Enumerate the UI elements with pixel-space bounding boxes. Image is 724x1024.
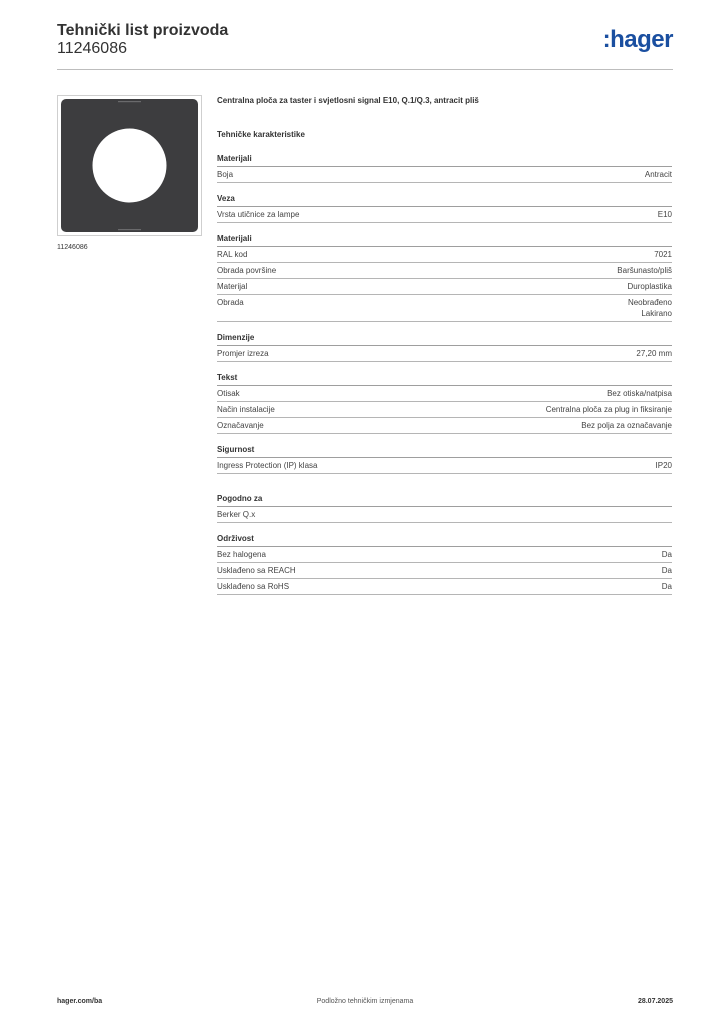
spec-value-line: Duroplastika: [627, 282, 672, 291]
spec-row: [217, 263, 672, 279]
spec-value-line: E10: [657, 210, 672, 219]
spec-label: Vrsta utičnice za lampe: [217, 210, 300, 219]
spec-label: Ingress Protection (IP) klasa: [217, 461, 318, 470]
spec-label: Bez halogena: [217, 550, 266, 559]
spec-group-title: Materijali: [217, 233, 672, 247]
spec-label: Usklađeno sa REACH: [217, 566, 296, 575]
product-image: [57, 95, 202, 236]
footer-notice: Podložno tehničkim izmjenama: [316, 998, 414, 1005]
spec-row: [217, 458, 672, 474]
spec-label: Promjer izreza: [217, 349, 269, 358]
spec-value: [662, 565, 672, 576]
product-number: 11246086: [57, 40, 127, 57]
spec-value-line: Antracit: [644, 170, 672, 179]
spec-row: [217, 418, 672, 434]
spec-value: [636, 348, 672, 359]
spec-group: [217, 153, 672, 183]
spec-value: [581, 420, 672, 431]
spec-row: [217, 507, 672, 523]
spec-value: [607, 388, 672, 399]
spec-label: Berker Q.x: [217, 510, 256, 519]
footer-website: hager.com/ba: [57, 998, 103, 1005]
spec-row: [217, 386, 672, 402]
document-title: Tehnički list proizvoda: [57, 22, 229, 39]
technical-characteristics-heading: Tehničke karakteristike: [217, 130, 305, 139]
spec-group-title: Sigurnost: [217, 444, 672, 458]
spec-value: [654, 249, 672, 260]
spec-value: [645, 169, 672, 180]
spec-value-line: Centralna ploča za plug in fiksiranje: [545, 405, 672, 414]
spec-label: Materijal: [217, 282, 248, 291]
spec-row: [217, 547, 672, 563]
spec-row: [217, 402, 672, 418]
spec-value-line: Da: [661, 550, 672, 559]
spec-value-line: Baršunasto/pliš: [617, 266, 672, 275]
spec-label: Otisak: [217, 389, 240, 398]
spec-groups: [217, 153, 672, 595]
spec-row: [217, 207, 672, 223]
spec-label: Boja: [217, 170, 234, 179]
spec-value-line: Neobrađeno: [627, 298, 672, 307]
spec-group-title: Pogodno za: [217, 493, 672, 507]
spec-row: [217, 295, 672, 322]
spec-group: [217, 493, 672, 523]
spec-label: Usklađeno sa RoHS: [217, 582, 290, 591]
image-caption: 11246086: [57, 244, 88, 251]
spec-label: Način instalacije: [217, 405, 275, 414]
spec-value: [628, 281, 672, 292]
hager-logo: :hager: [602, 26, 673, 53]
spec-label: Obrada površine: [217, 266, 277, 275]
spec-group: [217, 233, 672, 322]
spec-group-title: Materijali: [217, 153, 672, 167]
spec-value-line: 27,20 mm: [636, 349, 672, 358]
spec-group: [217, 332, 672, 362]
spec-label: RAL kod: [217, 250, 248, 259]
spec-row: [217, 346, 672, 362]
spec-value: [658, 209, 672, 220]
spec-value-line: Da: [661, 582, 672, 591]
spec-label: Obrada: [217, 298, 244, 307]
spec-row: [217, 563, 672, 579]
spec-group-title: Dimenzije: [217, 332, 672, 346]
spec-label: Označavanje: [217, 421, 264, 430]
footer-date: 28.07.2025: [637, 998, 673, 1005]
spec-value: [628, 297, 672, 319]
spec-value-line: Lakirano: [641, 309, 672, 318]
spec-value-line: 7021: [654, 250, 672, 259]
spec-value: [662, 549, 672, 560]
spec-value: [546, 404, 672, 415]
spec-group-title: Tekst: [217, 372, 672, 386]
spec-value-line: Bez polja za označavanje: [581, 421, 672, 430]
spec-group: [217, 444, 672, 474]
spec-row: [217, 279, 672, 295]
spec-row: [217, 167, 672, 183]
spec-value: [617, 265, 672, 276]
header-divider: [57, 69, 673, 70]
cover-plate-illustration: [58, 96, 201, 235]
product-name: Centralna ploča za taster i svjetlosni signal E10, Q.1/Q.3, antracit pliš: [217, 96, 479, 105]
spec-value: [656, 460, 672, 471]
spec-row: [217, 579, 672, 595]
spec-value-line: IP20: [655, 461, 672, 470]
spec-row: [217, 247, 672, 263]
spec-value: [662, 581, 672, 592]
spec-group-title: Veza: [217, 193, 672, 207]
spec-group-title: Održivost: [217, 533, 672, 547]
spec-value-line: Da: [661, 566, 672, 575]
spec-group: [217, 372, 672, 434]
spec-group: [217, 533, 672, 595]
page-header: [57, 22, 673, 70]
spec-group: [217, 193, 672, 223]
product-details: [217, 95, 672, 595]
spec-value-line: Bez otiska/natpisa: [607, 389, 672, 398]
